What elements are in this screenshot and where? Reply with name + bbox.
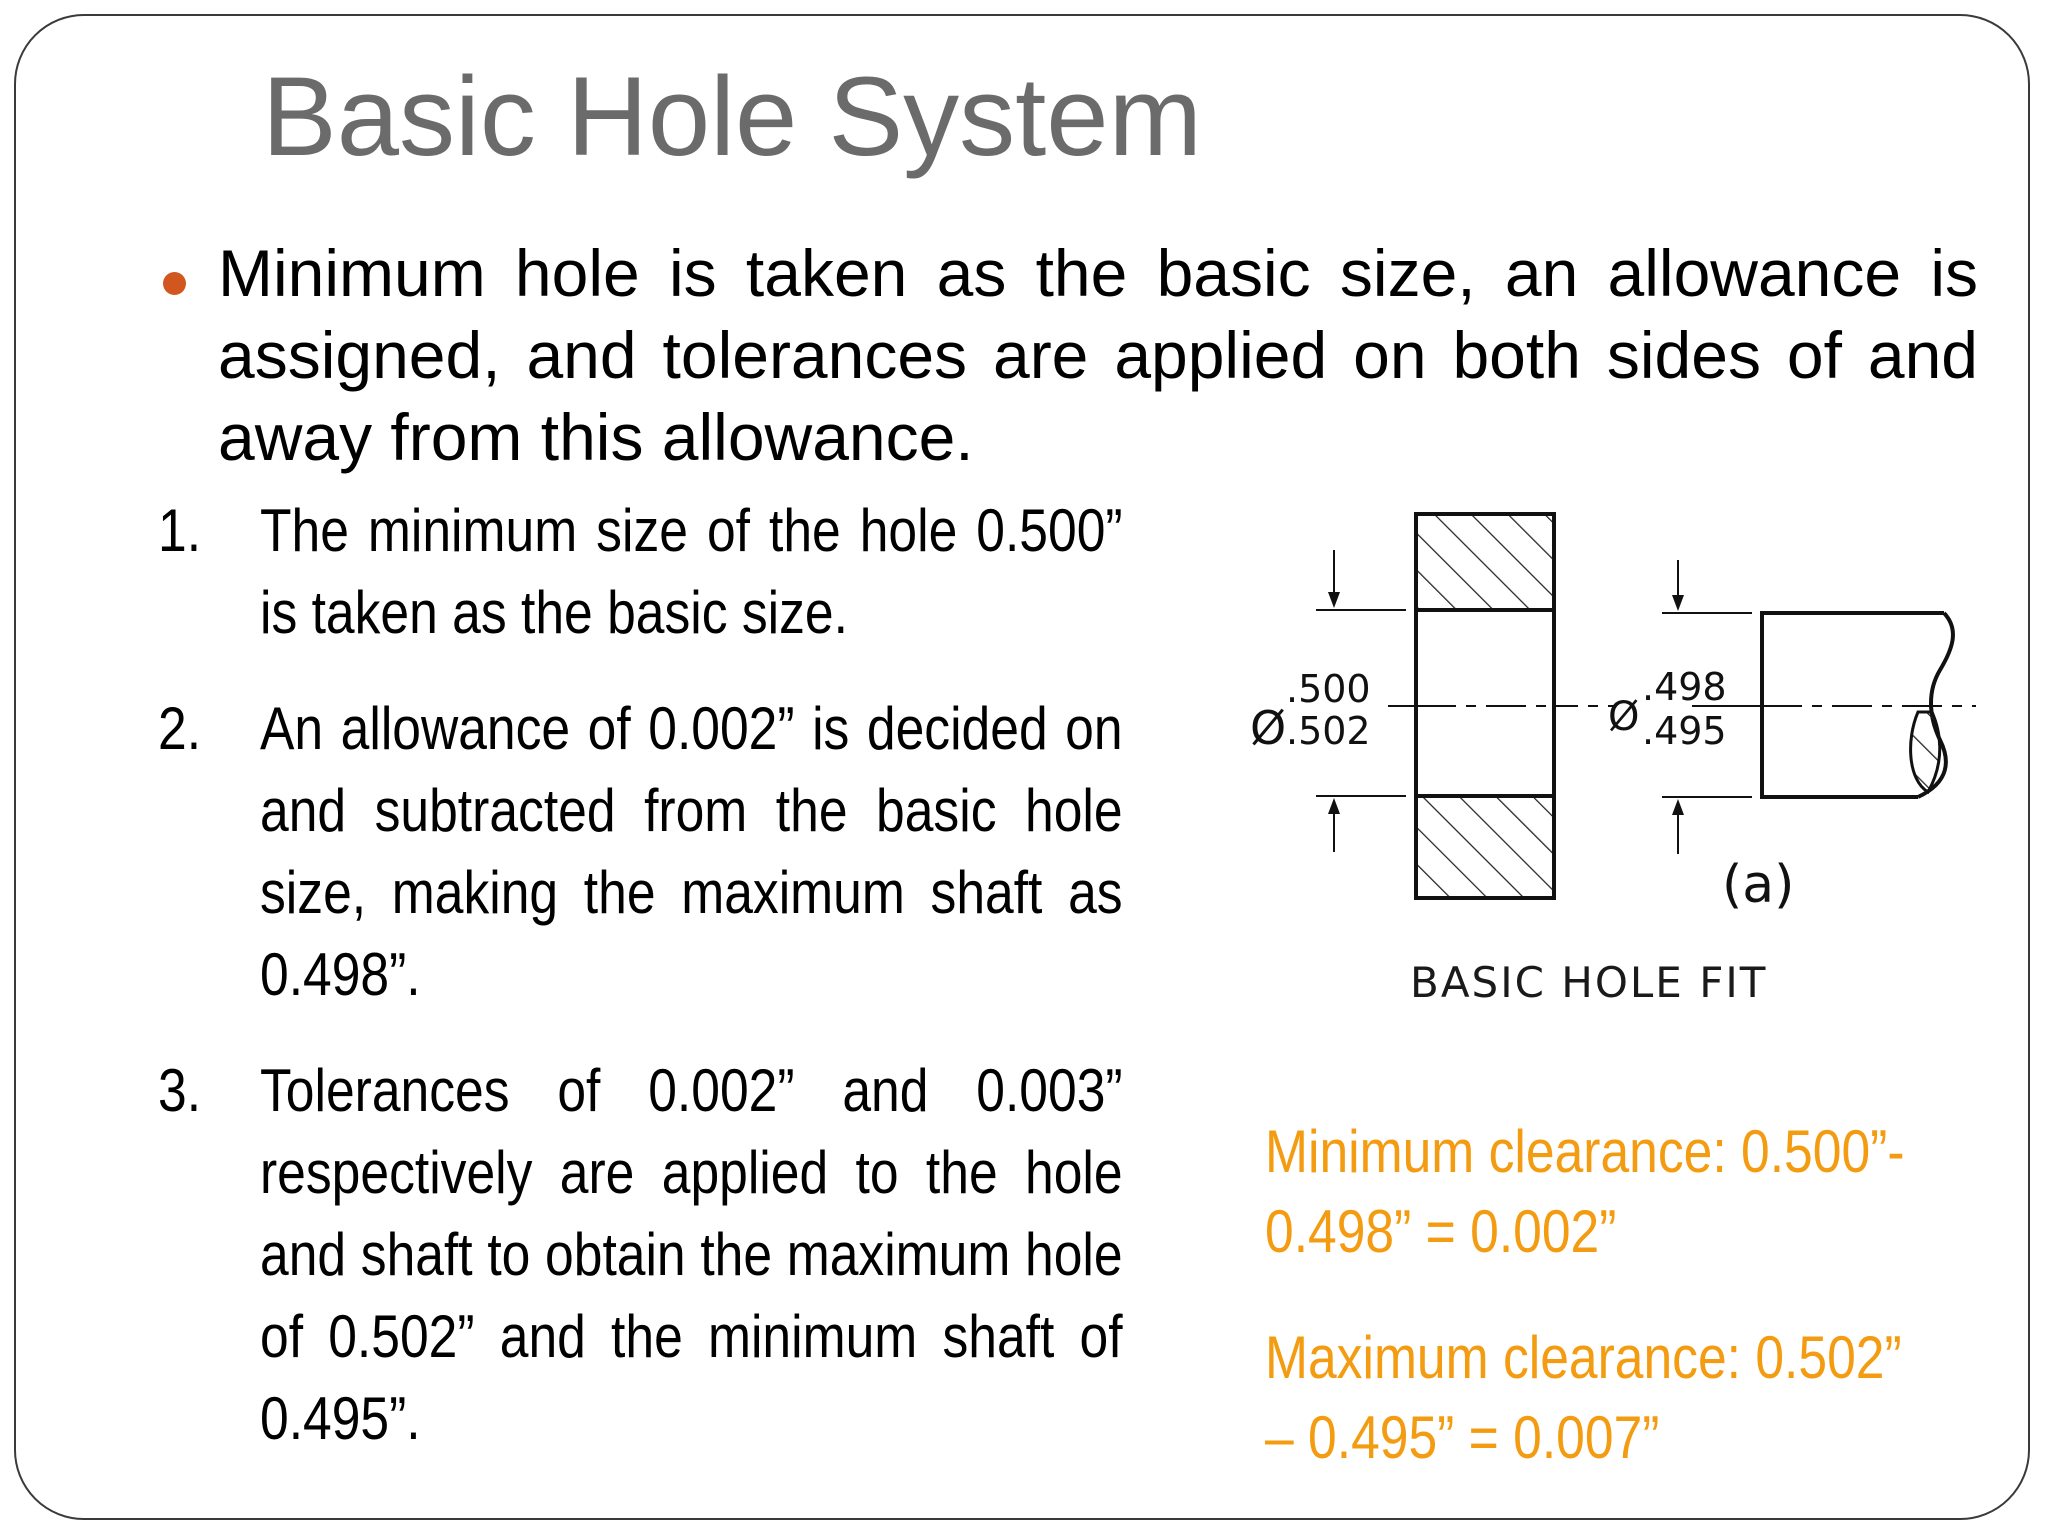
step-item (158, 1050, 1124, 1460)
main-bullet-text: Minimum hole is taken as the basic size, an allowance is assigned, and tolerances are applied on both sides of and away from this allowance. (218, 236, 1978, 474)
slide-title: Basic Hole System (262, 54, 1202, 179)
hole-diameter-symbol: Ø (1250, 701, 1287, 755)
hole-dim-bottom: .502 (1286, 709, 1371, 753)
shaft-section-hatch (1911, 712, 1940, 792)
bullet-dot-icon (163, 272, 186, 295)
step-number: 3. (158, 1057, 202, 1124)
hole-lower-hatch (1418, 797, 1552, 896)
subfigure-label: (a) (1722, 855, 1795, 915)
hole-upper-hatch (1418, 516, 1552, 609)
shaft-dim-top: .498 (1642, 665, 1727, 709)
figure-caption: BASIC HOLE FIT (1410, 958, 1768, 1007)
step-number: 2. (158, 695, 202, 762)
step-text: An allowance of 0.002” is decided on and subtracted from the basic hole size, making the maximum shaft as 0.498”. (260, 695, 1123, 1008)
step-number: 1. (158, 497, 202, 564)
hole-dim-top: .500 (1286, 667, 1371, 711)
maximum-clearance: Maximum clearance: 0.502” – 0.495” = 0.007” (1265, 1324, 1902, 1471)
step-text: Tolerances of 0.002” and 0.003” respectively are applied to the hole and shaft to obtain the maximum hole of 0.502” and the minimum shaft of 0.495”. (260, 1057, 1123, 1452)
step-item (158, 688, 1124, 1016)
shaft-dim-bottom: .495 (1642, 709, 1727, 753)
shaft-diameter-symbol: Ø (1608, 694, 1640, 740)
step-item (158, 490, 1124, 654)
step-text: The minimum size of the hole 0.500” is taken as the basic size. (260, 497, 1123, 646)
minimum-clearance: Minimum clearance: 0.500”- 0.498” = 0.002” (1265, 1118, 1905, 1265)
numbered-steps-list (158, 490, 1124, 1494)
